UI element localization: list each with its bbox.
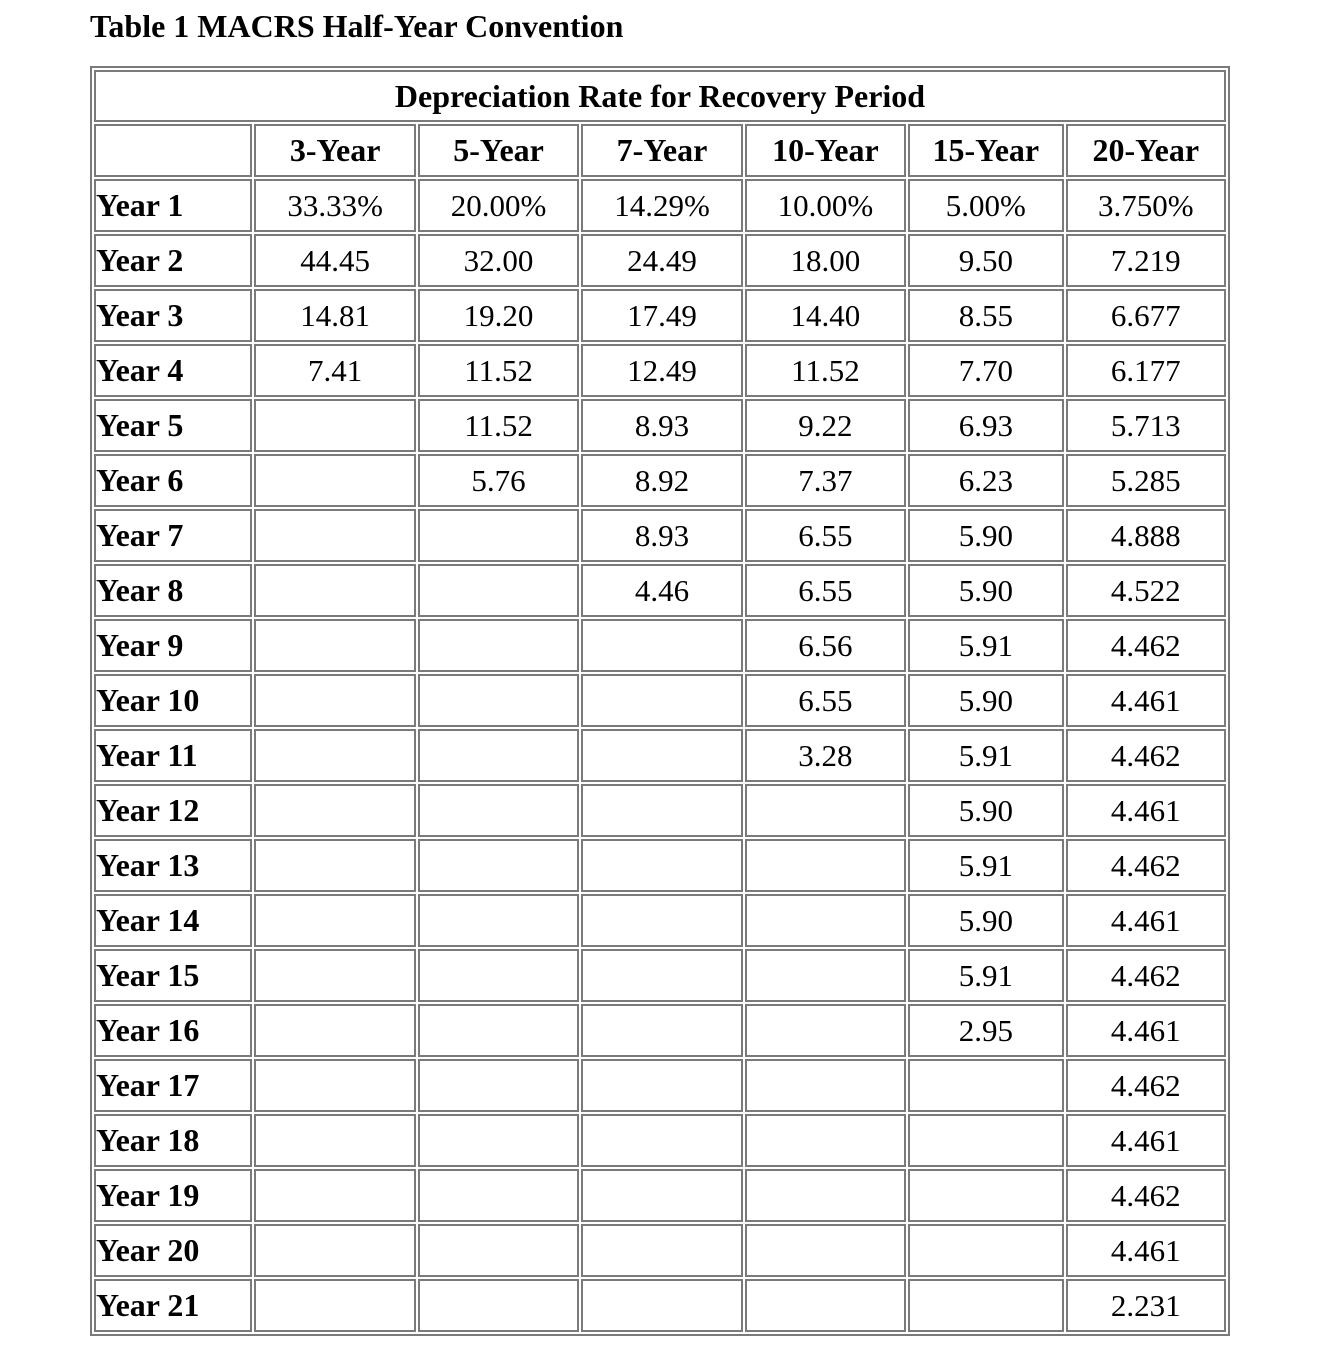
row-label: Year 19 [94, 1169, 252, 1222]
rate-cell [418, 949, 579, 1002]
rate-cell: 6.55 [745, 674, 906, 727]
rate-cell [745, 1169, 906, 1222]
rate-cell [581, 729, 742, 782]
rate-cell [254, 454, 415, 507]
rate-cell: 4.462 [1066, 619, 1226, 672]
rate-cell: 8.93 [581, 509, 742, 562]
rate-cell [745, 1004, 906, 1057]
rate-cell: 5.713 [1066, 399, 1226, 452]
caption-row [94, 70, 1226, 122]
table-row [94, 289, 1226, 342]
table-row [94, 839, 1226, 892]
rate-cell: 4.462 [1066, 949, 1226, 1002]
rate-cell [581, 1279, 742, 1332]
table-row [94, 1004, 1226, 1057]
rate-cell: 11.52 [418, 399, 579, 452]
table-header [94, 70, 1226, 177]
rate-cell [254, 1059, 415, 1112]
corner-cell [94, 124, 252, 177]
rate-cell [581, 1114, 742, 1167]
rate-cell [581, 1224, 742, 1277]
rate-cell: 5.91 [908, 949, 1063, 1002]
table-row [94, 1169, 1226, 1222]
rate-cell [745, 894, 906, 947]
rate-cell [254, 1224, 415, 1277]
rate-cell [418, 729, 579, 782]
rate-cell: 11.52 [745, 344, 906, 397]
rate-cell: 9.50 [908, 234, 1063, 287]
rate-cell [581, 1004, 742, 1057]
rate-cell [418, 1004, 579, 1057]
row-label: Year 2 [94, 234, 252, 287]
rate-cell: 14.29% [581, 179, 742, 232]
rate-cell: 8.93 [581, 399, 742, 452]
rate-cell: 32.00 [418, 234, 579, 287]
table-body [94, 179, 1226, 1332]
rate-cell [418, 1169, 579, 1222]
rate-cell [745, 1279, 906, 1332]
rate-cell [908, 1279, 1063, 1332]
rate-cell: 11.52 [418, 344, 579, 397]
rate-cell [418, 839, 579, 892]
column-header: 10-Year [745, 124, 906, 177]
table-row [94, 1059, 1226, 1112]
row-label: Year 5 [94, 399, 252, 452]
rate-cell: 14.81 [254, 289, 415, 342]
rate-cell [254, 619, 415, 672]
rate-cell [581, 674, 742, 727]
rate-cell: 2.95 [908, 1004, 1063, 1057]
rate-cell: 2.231 [1066, 1279, 1226, 1332]
row-label: Year 1 [94, 179, 252, 232]
rate-cell [254, 784, 415, 837]
row-label: Year 8 [94, 564, 252, 617]
rate-cell [254, 1004, 415, 1057]
rate-cell: 4.462 [1066, 1169, 1226, 1222]
table-row [94, 179, 1226, 232]
rate-cell [254, 1114, 415, 1167]
rate-cell: 33.33% [254, 179, 415, 232]
row-label: Year 15 [94, 949, 252, 1002]
table-row [94, 344, 1226, 397]
rate-cell: 6.55 [745, 564, 906, 617]
column-header: 5-Year [418, 124, 579, 177]
row-label: Year 18 [94, 1114, 252, 1167]
rate-cell: 9.22 [745, 399, 906, 452]
rate-cell: 5.90 [908, 784, 1063, 837]
row-label: Year 16 [94, 1004, 252, 1057]
rate-cell: 12.49 [581, 344, 742, 397]
column-header: 3-Year [254, 124, 415, 177]
column-header: 15-Year [908, 124, 1063, 177]
rate-cell: 10.00% [745, 179, 906, 232]
rate-cell [418, 1059, 579, 1112]
rate-cell: 14.40 [745, 289, 906, 342]
rate-cell [908, 1169, 1063, 1222]
row-label: Year 13 [94, 839, 252, 892]
rate-cell [254, 509, 415, 562]
rate-cell: 4.461 [1066, 1004, 1226, 1057]
rate-cell [581, 839, 742, 892]
rate-cell: 6.23 [908, 454, 1063, 507]
row-label: Year 6 [94, 454, 252, 507]
rate-cell: 6.677 [1066, 289, 1226, 342]
table-row [94, 1279, 1226, 1332]
rate-cell: 6.55 [745, 509, 906, 562]
rate-cell [254, 729, 415, 782]
rate-cell [581, 1169, 742, 1222]
rate-cell [254, 399, 415, 452]
row-label: Year 9 [94, 619, 252, 672]
rate-cell [418, 674, 579, 727]
rate-cell [745, 1059, 906, 1112]
rate-cell: 17.49 [581, 289, 742, 342]
rate-cell: 4.461 [1066, 674, 1226, 727]
rate-cell [254, 1169, 415, 1222]
rate-cell: 5.90 [908, 509, 1063, 562]
rate-cell: 4.462 [1066, 1059, 1226, 1112]
rate-cell [418, 784, 579, 837]
rate-cell: 3.28 [745, 729, 906, 782]
table-row [94, 949, 1226, 1002]
rate-cell: 7.37 [745, 454, 906, 507]
rate-cell: 18.00 [745, 234, 906, 287]
rate-cell [745, 949, 906, 1002]
table-caption: Depreciation Rate for Recovery Period [94, 70, 1226, 122]
rate-cell: 6.56 [745, 619, 906, 672]
rate-cell [254, 1279, 415, 1332]
rate-cell [254, 894, 415, 947]
rate-cell: 44.45 [254, 234, 415, 287]
rate-cell: 8.92 [581, 454, 742, 507]
rate-cell [745, 839, 906, 892]
rate-cell: 5.76 [418, 454, 579, 507]
rate-cell [254, 839, 415, 892]
rate-cell [418, 1114, 579, 1167]
rate-cell: 4.462 [1066, 839, 1226, 892]
table-row [94, 674, 1226, 727]
row-label: Year 14 [94, 894, 252, 947]
macrs-depreciation-table [90, 66, 1230, 1336]
rate-cell: 6.177 [1066, 344, 1226, 397]
row-label: Year 11 [94, 729, 252, 782]
rate-cell [581, 949, 742, 1002]
rate-cell [254, 564, 415, 617]
table-row [94, 1114, 1226, 1167]
rate-cell [254, 674, 415, 727]
row-label: Year 10 [94, 674, 252, 727]
table-row [94, 234, 1226, 287]
rate-cell [908, 1224, 1063, 1277]
rate-cell [908, 1059, 1063, 1112]
rate-cell: 3.750% [1066, 179, 1226, 232]
row-label: Year 20 [94, 1224, 252, 1277]
table-row [94, 784, 1226, 837]
rate-cell [418, 619, 579, 672]
rate-cell: 5.285 [1066, 454, 1226, 507]
rate-cell [908, 1114, 1063, 1167]
column-header: 7-Year [581, 124, 742, 177]
row-label: Year 17 [94, 1059, 252, 1112]
rate-cell: 4.888 [1066, 509, 1226, 562]
table-row [94, 619, 1226, 672]
rate-cell [745, 784, 906, 837]
rate-cell: 5.90 [908, 564, 1063, 617]
table-row [94, 399, 1226, 452]
rate-cell: 4.522 [1066, 564, 1226, 617]
row-label: Year 21 [94, 1279, 252, 1332]
row-label: Year 3 [94, 289, 252, 342]
rate-cell [581, 619, 742, 672]
table-row [94, 729, 1226, 782]
rate-cell: 4.461 [1066, 784, 1226, 837]
rate-cell: 24.49 [581, 234, 742, 287]
rate-cell [418, 1224, 579, 1277]
rate-cell: 5.00% [908, 179, 1063, 232]
rate-cell: 4.461 [1066, 1114, 1226, 1167]
rate-cell: 19.20 [418, 289, 579, 342]
column-header: 20-Year [1066, 124, 1226, 177]
rate-cell [418, 1279, 579, 1332]
column-header-row [94, 124, 1226, 177]
rate-cell: 7.70 [908, 344, 1063, 397]
rate-cell [745, 1114, 906, 1167]
row-label: Year 4 [94, 344, 252, 397]
table-row [94, 454, 1226, 507]
rate-cell [418, 564, 579, 617]
table-row [94, 564, 1226, 617]
rate-cell: 20.00% [418, 179, 579, 232]
rate-cell [581, 894, 742, 947]
rate-cell: 4.461 [1066, 1224, 1226, 1277]
rate-cell: 5.91 [908, 729, 1063, 782]
table-row [94, 509, 1226, 562]
rate-cell: 7.41 [254, 344, 415, 397]
row-label: Year 7 [94, 509, 252, 562]
rate-cell: 4.462 [1066, 729, 1226, 782]
rate-cell [418, 894, 579, 947]
rate-cell: 6.93 [908, 399, 1063, 452]
table-row [94, 894, 1226, 947]
rate-cell: 5.91 [908, 839, 1063, 892]
rate-cell [581, 784, 742, 837]
rate-cell: 7.219 [1066, 234, 1226, 287]
rate-cell: 5.90 [908, 894, 1063, 947]
rate-cell: 4.46 [581, 564, 742, 617]
rate-cell [581, 1059, 742, 1112]
rate-cell [745, 1224, 906, 1277]
rate-cell: 8.55 [908, 289, 1063, 342]
rate-cell: 4.461 [1066, 894, 1226, 947]
rate-cell [254, 949, 415, 1002]
rate-cell: 5.91 [908, 619, 1063, 672]
row-label: Year 12 [94, 784, 252, 837]
table-title: Table 1 MACRS Half-Year Convention [90, 8, 624, 44]
rate-cell [418, 509, 579, 562]
table-row [94, 1224, 1226, 1277]
rate-cell: 5.90 [908, 674, 1063, 727]
